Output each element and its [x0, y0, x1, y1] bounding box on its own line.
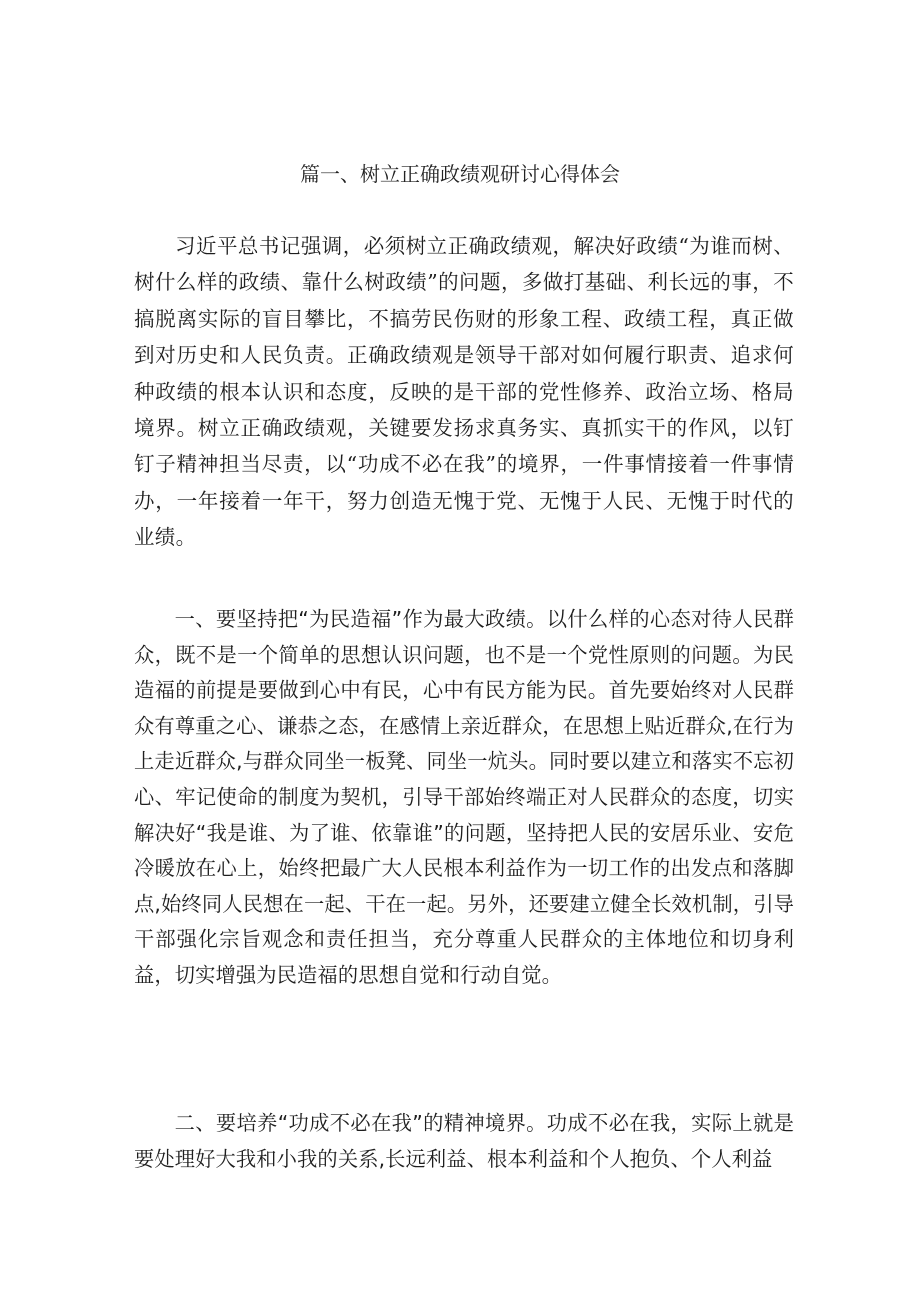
document-title: 篇一、树立正确政绩观研讨心得体会	[300, 162, 620, 186]
paragraph-section-two: 二、要培养“功成不必在我”的精神境界。功成不必在我，实际上就是要处理好大我和小我的关系,长远利益、根本利益和个人抱负、个人利益	[134, 1111, 794, 1171]
paragraph-intro: 习近平总书记强调，必须树立正确政绩观，解决好政绩“为谁而树、树什么样的政绩、靠什么树政绩”的问题，多做打基础、利长远的事，不搞脱离实际的盲目攀比，不搞劳民伤财的形象工程、政绩工程，真正做到对历史和人民负责。正确政绩观是领导干部对如何履行职责、追求何种政绩的根本认识和态度，反映的是干部的党性修养、政治立场、格局境界。树立正确政绩观，关键要发扬求真务实、真抓实干的作风，以钉钉子精神担当尽责，以“功成不必在我”的境界，一件事情接着一件事情办，一年接着一年干，努力创造无愧于党、无愧于人民、无愧于时代的业绩。	[134, 234, 794, 550]
paragraph-section-one: 一、要坚持把“为民造福”作为最大政绩。以什么样的心态对待人民群众，既不是一个简单的思想认识问题，也不是一个党性原则的问题。为民造福的前提是要做到心中有民，心中有民方能为民。首先要始终对人民群众有尊重之心、谦恭之态，在感情上亲近群众，在思想上贴近群众,在行为上走近群众,与群众同坐一板凳、同坐一炕头。同时要以建立和落实不忘初心、牢记使命的制度为契机，引导干部始终端正对人民群众的态度，切实解决好“我是谁、为了谁、依靠谁”的问题，坚持把人民的安居乐业、安危冷暖放在心上，始终把最广大人民根本利益作为一切工作的出发点和落脚点,始终同人民想在一起、干在一起。另外，还要建立健全长效机制，引导干部强化宗旨观念和责任担当，充分尊重人民群众的主体地位和切身利益，切实增强为民造福的思想自觉和行动自觉。	[134, 607, 794, 987]
